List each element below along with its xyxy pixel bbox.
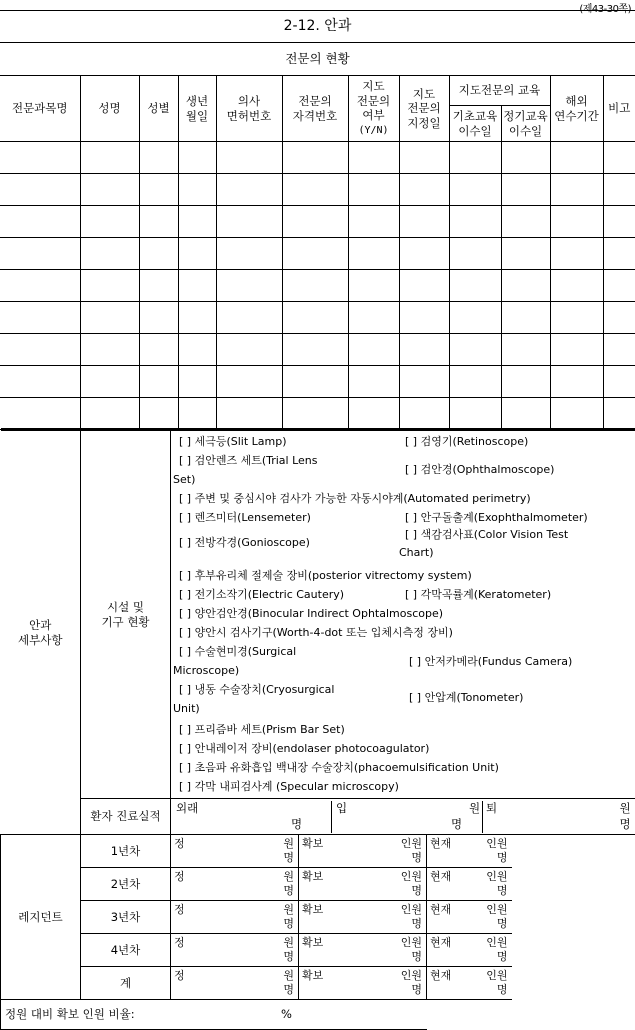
resident-count-cell: 현재 인원 명: [427, 967, 512, 1000]
specialist-cell: [178, 174, 216, 206]
specialist-cell: [501, 142, 550, 174]
header-license: 의사 면허번호: [216, 76, 282, 142]
facility-label: 시설 및 기구 현황: [81, 430, 171, 799]
specialist-cell: [0, 398, 80, 430]
equipment-item: [ ] 검안렌즈 세트(Trial Lens: [179, 451, 318, 470]
specialist-row: [0, 398, 635, 430]
specialist-cell: [139, 366, 178, 398]
specialist-cell: [449, 270, 501, 302]
specialist-row: [0, 238, 635, 270]
specialist-cell: [399, 238, 449, 270]
specialist-cell: [80, 366, 139, 398]
equipment-item: [ ] 안구돌출계(Exophthalmometer): [405, 508, 588, 527]
resident-row: [1, 901, 635, 934]
specialist-cell: [449, 174, 501, 206]
equipment-item: [ ] 초음파 유화흡입 백내장 수술장치(phacoemulsification Unit): [179, 758, 499, 777]
specialist-cell: [449, 334, 501, 366]
outpatient-unit: 명: [291, 817, 302, 831]
resident-count-cell: 정 원 명: [171, 835, 299, 868]
specialist-cell: [348, 238, 399, 270]
resident-year: 계: [81, 967, 171, 1000]
equipment-item: [ ] 수술현미경(Surgical: [179, 642, 296, 661]
specialist-cell: [80, 174, 139, 206]
specialist-cell: [139, 142, 178, 174]
ratio-label: 정원 대비 확보 인원 비율:: [5, 1007, 135, 1021]
ratio-percent: %: [281, 1007, 292, 1021]
specialist-cell: [348, 366, 399, 398]
specialist-cell: [449, 206, 501, 238]
equipment-item: [ ] 프리즘바 세트(Prism Bar Set): [179, 720, 345, 739]
specialist-cell: [399, 206, 449, 238]
specialist-cell: [550, 366, 603, 398]
specialist-row: [0, 206, 635, 238]
resident-count-cell: 확보 인원 명: [299, 868, 427, 901]
equipment-item: [ ] 각막곡률계(Keratometer): [405, 585, 551, 604]
specialist-cell: [216, 302, 282, 334]
equipment-item: [ ] 안압계(Tonometer): [409, 688, 523, 707]
resident-count-cell: 정 원 명: [171, 934, 299, 967]
specialist-cell: [0, 302, 80, 334]
specialist-cell: [178, 366, 216, 398]
specialist-cell: [449, 238, 501, 270]
specialist-cell: [501, 270, 550, 302]
specialist-cell: [139, 174, 178, 206]
specialist-table: [0, 75, 635, 430]
specialist-cell: [550, 302, 603, 334]
equipment-item: [ ] 세극등(Slit Lamp): [179, 432, 287, 451]
equipment-item: Unit): [173, 699, 200, 718]
specialist-row: [0, 334, 635, 366]
specialist-cell: [501, 398, 550, 430]
specialist-cell: [282, 334, 348, 366]
equipment-list: [171, 430, 635, 799]
specialist-cell: [550, 270, 603, 302]
header-birth: 생년 월일: [178, 76, 216, 142]
specialist-cell: [603, 174, 635, 206]
specialist-cell: [178, 302, 216, 334]
specialist-cell: [139, 206, 178, 238]
specialist-cell: [216, 334, 282, 366]
specialist-cell: [178, 398, 216, 430]
specialist-cell: [449, 142, 501, 174]
resident-count-cell: 정 원 명: [171, 901, 299, 934]
equipment-item: [ ] 냉동 수술장치(Cryosurgical: [179, 680, 334, 699]
specialist-cell: [282, 142, 348, 174]
specialist-cell: [501, 174, 550, 206]
inpatient-unit: 원: [469, 801, 480, 815]
specialist-cell: [399, 142, 449, 174]
detail-group-label: 안과 세부사항: [1, 430, 81, 835]
specialist-cell: [348, 270, 399, 302]
specialist-cell: [603, 270, 635, 302]
equipment-item: [ ] 양안시 검사기구(Worth-4-dot 또는 입체시측정 장비): [179, 623, 453, 642]
specialist-cell: [282, 206, 348, 238]
resident-count-cell: 정 원 명: [171, 967, 299, 1000]
header-sex: 성별: [139, 76, 178, 142]
header-education-group: 지도전문의 교육: [449, 76, 550, 106]
specialist-cell: [282, 398, 348, 430]
specialist-cell: [216, 142, 282, 174]
specialist-cell: [80, 270, 139, 302]
specialist-cell: [139, 398, 178, 430]
header-basic-edu: 기초교육 이수일: [449, 106, 501, 142]
specialist-row: [0, 270, 635, 302]
specialist-cell: [550, 174, 603, 206]
specialist-cell: [550, 398, 603, 430]
patients-values: 외래 명 입 원 명 퇴 원 명: [171, 799, 635, 835]
header-qualification: 전문의 자격번호: [282, 76, 348, 142]
ophthalmology-detail-table: [0, 428, 635, 1030]
specialist-cell: [348, 142, 399, 174]
specialist-cell: [501, 302, 550, 334]
specialist-cell: [399, 398, 449, 430]
specialist-cell: [80, 334, 139, 366]
specialist-cell: [603, 398, 635, 430]
equipment-item: [ ] 렌즈미터(Lensemeter): [179, 508, 311, 527]
equipment-item: [ ] 검영기(Retinoscope): [405, 432, 528, 451]
specialist-cell: [0, 366, 80, 398]
resident-label: 레지던트: [1, 835, 81, 1000]
specialist-cell: [216, 270, 282, 302]
resident-count-cell: 현재 인원 명: [427, 868, 512, 901]
resident-count-cell: 현재 인원 명: [427, 901, 512, 934]
header-name: 성명: [80, 76, 139, 142]
resident-count-cell: 확보 인원 명: [299, 835, 427, 868]
resident-row: [1, 835, 635, 868]
equipment-item: [ ] 전기소작기(Electric Cautery): [179, 585, 344, 604]
equipment-item: [ ] 후부유리체 절제술 장비(posterior vitrectomy system): [179, 566, 472, 585]
specialist-cell: [603, 302, 635, 334]
specialist-cell: [216, 238, 282, 270]
specialist-cell: [216, 398, 282, 430]
specialist-cell: [603, 238, 635, 270]
discharge-label: 퇴: [486, 801, 497, 815]
specialist-cell: [178, 238, 216, 270]
specialist-cell: [348, 206, 399, 238]
header-instructor: 지도 전문의 여부 (Y/N): [348, 76, 399, 142]
specialist-cell: [501, 366, 550, 398]
equipment-item: [ ] 각막 내피검사계 (Specular microscopy): [179, 777, 399, 796]
specialist-row: [0, 366, 635, 398]
specialist-cell: [139, 302, 178, 334]
resident-count-cell: 확보 인원 명: [299, 934, 427, 967]
specialist-cell: [603, 366, 635, 398]
resident-row: [1, 868, 635, 901]
equipment-item: [ ] 주변 및 중심시야 검사가 가능한 자동시야계(Automated perimetry): [179, 489, 531, 508]
specialist-cell: [603, 334, 635, 366]
specialist-cell: [282, 174, 348, 206]
specialist-cell: [178, 206, 216, 238]
page-number: (제43-30쪽): [579, 0, 631, 15]
specialist-cell: [80, 206, 139, 238]
patients-label: 환자 진료실적: [81, 799, 171, 835]
equipment-item: [ ] 양안검안경(Binocular Indirect Ophtalmoscope): [179, 604, 443, 623]
specialist-cell: [0, 270, 80, 302]
specialist-cell: [501, 334, 550, 366]
specialist-cell: [80, 398, 139, 430]
equipment-item: [ ] 전방각경(Gonioscope): [179, 533, 310, 552]
specialist-cell: [449, 398, 501, 430]
specialist-cell: [139, 238, 178, 270]
specialist-cell: [399, 366, 449, 398]
specialist-cell: [216, 366, 282, 398]
specialist-cell: [178, 142, 216, 174]
equipment-item: Microscope): [173, 661, 239, 680]
specialist-cell: [449, 302, 501, 334]
specialist-cell: [348, 174, 399, 206]
specialist-cell: [282, 366, 348, 398]
resident-year: 4년차: [81, 934, 171, 967]
outpatient-label: 외래: [176, 801, 198, 815]
specialist-cell: [282, 302, 348, 334]
specialist-cell: [0, 206, 80, 238]
discharge-unit: 원: [619, 801, 630, 815]
resident-row: [1, 934, 635, 967]
specialist-cell: [216, 206, 282, 238]
specialist-cell: [550, 334, 603, 366]
resident-year: 1년차: [81, 835, 171, 868]
resident-row: [1, 967, 635, 1000]
specialist-cell: [501, 238, 550, 270]
specialist-cell: [216, 174, 282, 206]
specialist-cell: [399, 174, 449, 206]
equipment-item: [ ] 안내레이저 장비(endolaser photocoagulator): [179, 739, 429, 758]
equipment-item: [ ] 색감검사표(Color Vision Test: [405, 525, 568, 544]
specialist-status-title: 전문의 현황: [0, 43, 635, 76]
specialist-cell: [178, 270, 216, 302]
specialist-cell: [0, 238, 80, 270]
specialist-cell: [80, 302, 139, 334]
resident-count-cell: 현재 인원 명: [427, 934, 512, 967]
specialist-cell: [282, 270, 348, 302]
specialist-cell: [282, 238, 348, 270]
header-note: 비고: [603, 76, 635, 142]
specialist-cell: [399, 302, 449, 334]
resident-count-cell: 정 원 명: [171, 868, 299, 901]
specialist-cell: [603, 142, 635, 174]
specialist-row: [0, 174, 635, 206]
specialist-cell: [139, 270, 178, 302]
resident-count-cell: 현재 인원 명: [427, 835, 512, 868]
specialist-cell: [178, 334, 216, 366]
specialist-cell: [0, 174, 80, 206]
resident-count-cell: 확보 인원 명: [299, 901, 427, 934]
specialist-cell: [348, 302, 399, 334]
specialist-cell: [348, 334, 399, 366]
specialist-cell: [550, 238, 603, 270]
equipment-item: Chart): [399, 543, 434, 562]
header-designated-date: 지도 전문의 지정일: [399, 76, 449, 142]
equipment-item: Set): [173, 470, 195, 489]
specialist-cell: [348, 398, 399, 430]
specialist-cell: [501, 206, 550, 238]
equipment-item: [ ] 검안경(Ophthalmoscope): [405, 460, 554, 479]
specialist-cell: [80, 142, 139, 174]
specialist-cell: [550, 142, 603, 174]
specialist-cell: [399, 334, 449, 366]
ratio-row: [1, 1000, 427, 1030]
specialist-cell: [80, 238, 139, 270]
specialist-cell: [0, 142, 80, 174]
specialist-row: [0, 302, 635, 334]
specialist-cell: [603, 206, 635, 238]
specialist-cell: [0, 334, 80, 366]
equipment-item: [ ] 안저카메라(Fundus Camera): [409, 652, 572, 671]
section-title: 2-12. 안과: [0, 10, 635, 43]
specialist-row: [0, 142, 635, 174]
resident-year: 2년차: [81, 868, 171, 901]
header-regular-edu: 정기교육 이수일: [501, 106, 550, 142]
specialist-cell: [550, 206, 603, 238]
header-overseas: 해외 연수기간: [550, 76, 603, 142]
specialist-cell: [139, 334, 178, 366]
specialist-cell: [399, 270, 449, 302]
header-subject: 전문과목명: [0, 76, 80, 142]
specialist-cell: [449, 366, 501, 398]
inpatient-label: 입: [336, 801, 347, 815]
resident-count-cell: 확보 인원 명: [299, 967, 427, 1000]
resident-year: 3년차: [81, 901, 171, 934]
